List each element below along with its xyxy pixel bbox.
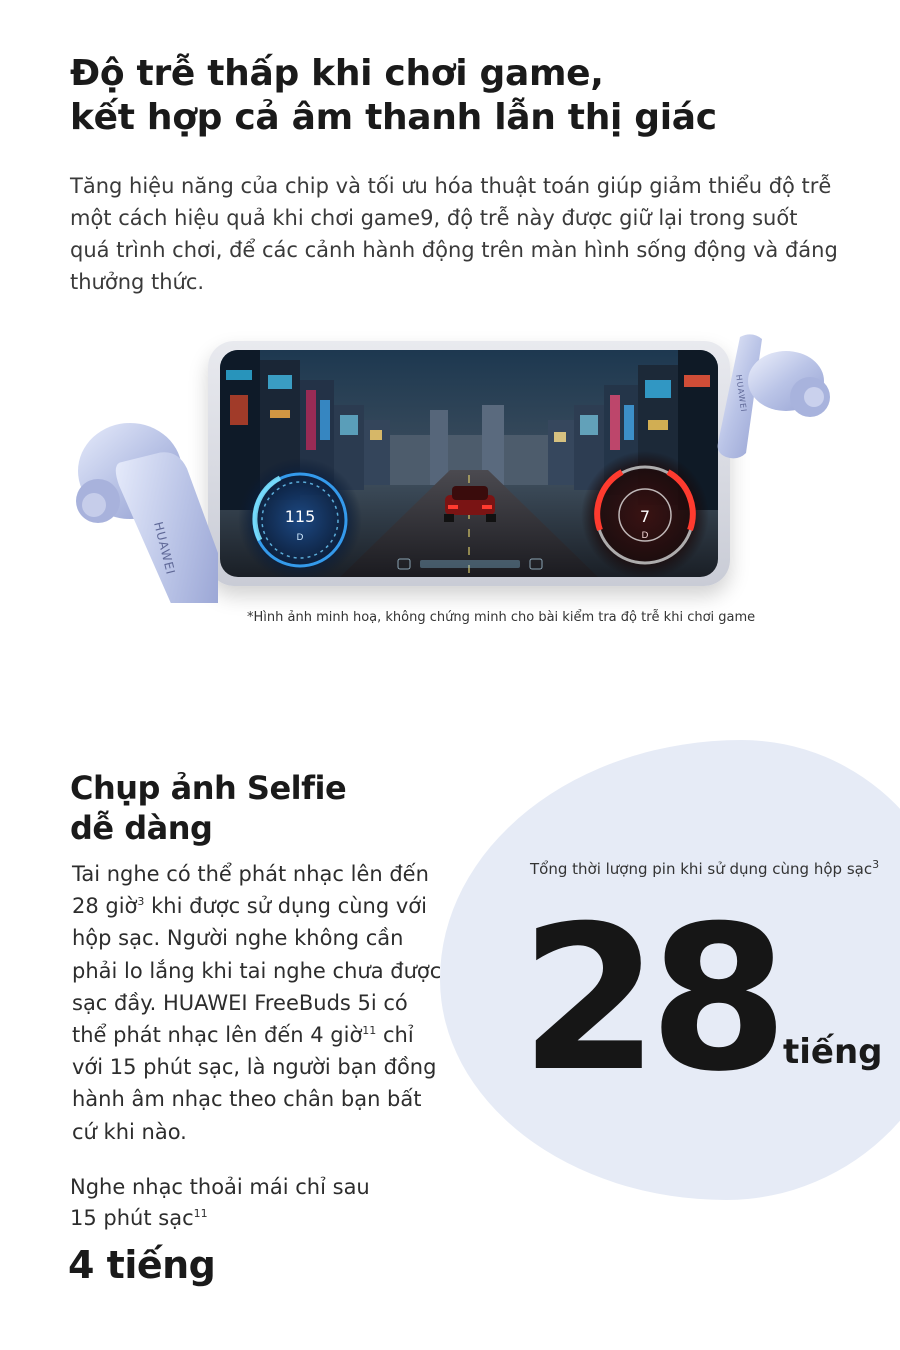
quick-charge-label-text: Nghe nhạc thoải mái chỉ sau 15 phút sạc [70,1175,370,1230]
left-gauge-gear: D [296,533,304,543]
game-screen [220,350,718,577]
right-gauge-gear: D [641,531,649,541]
total-battery-unit: tiếng [783,1032,883,1072]
battery-section [0,740,900,1350]
racing-game-scene [220,350,718,577]
battery-description [72,858,442,1148]
battery-description-part-3: chỉ với 15 phút sạc, là người bạn đồng hành âm nhạc theo chân bạn bất cứ khi nào. [72,1023,437,1144]
earbud-left-image [68,383,218,603]
game-latency-heading [70,52,850,140]
image-disclaimer: *Hình ảnh minh hoạ, không chứng minh cho bài kiểm tra độ trễ khi chơi game [247,610,756,625]
selfie-heading [70,768,430,848]
footnote-marker: 3 [872,858,880,871]
brand-logo-right: HUAWEI [734,374,749,414]
footnote-marker: 11 [193,1207,208,1220]
speed-gauge-right [581,451,709,577]
game-latency-section [0,0,900,660]
total-battery-hours: 28 [520,883,779,1116]
total-battery-label [530,860,890,878]
heading-line-2: kết hợp cả âm thanh lẫn thị giác [70,97,717,138]
selfie-heading-line-1: Chụp ảnh Selfie [70,769,347,807]
phone-image [208,341,730,586]
game-latency-description: Tăng hiệu năng của chip và tối ưu hóa thuật toán giúp giảm thiểu độ trễ một cách hiệu quả khi chơi game9, độ trễ này được giữ lại trong suốt quá trình chơi, để các cảnh hành động trên màn hình sống động và đáng thưởng thức. [70,174,838,294]
quick-charge-value: 4 tiếng [68,1243,216,1287]
right-gauge-value: 7 [639,507,651,526]
footnote-marker: 11 [362,1024,377,1038]
heading-line-1: Độ trễ thấp khi chơi game, [70,53,604,94]
battery-description-part-2: khi được sử dụng cùng với hộp sạc. Người nghe không cần phải lo lắng khi tai nghe chưa được sạc đầy. HUAWEI FreeBuds 5i có thể phát nhạc lên đến 4 giờ [72,894,442,1048]
left-gauge-value: 115 [284,507,316,526]
selfie-heading-line-2: dễ dàng [70,809,213,847]
quick-charge-label [70,1172,400,1234]
earbud-right-image [700,325,840,465]
speed-gauge-left [238,458,362,577]
total-battery-label-text: Tổng thời lượng pin khi sử dụng cùng hộp sạc [530,860,873,878]
brand-logo-left: HUAWEI [151,520,178,577]
battery-description-part-1: Tai nghe có thể phát nhạc lên đến 28 giờ [72,862,429,919]
product-hero-image [60,325,850,610]
footnote-marker: 3 [137,895,145,909]
